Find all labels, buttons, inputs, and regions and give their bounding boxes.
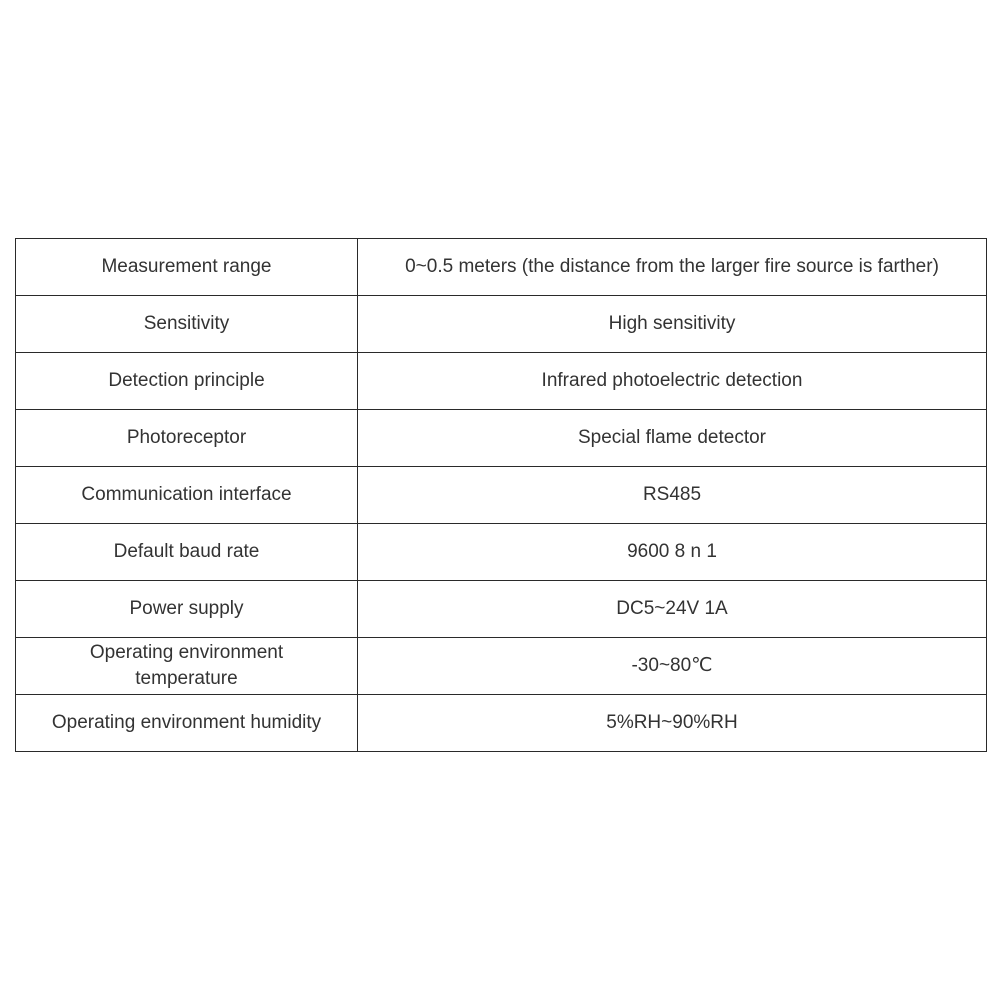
table-row (16, 353, 987, 410)
row-value: Infrared photoelectric detection (358, 353, 987, 410)
row-value: Special flame detector (358, 410, 987, 467)
row-value: 9600 8 n 1 (358, 524, 987, 581)
row-label: Measurement range (16, 239, 358, 296)
row-label: Power supply (16, 581, 358, 638)
row-label: Operating environment temperature (16, 638, 358, 695)
row-label: Detection principle (16, 353, 358, 410)
table-row (16, 524, 987, 581)
row-label: Communication interface (16, 467, 358, 524)
row-label: Sensitivity (16, 296, 358, 353)
table-row (16, 581, 987, 638)
row-label: Default baud rate (16, 524, 358, 581)
row-value: High sensitivity (358, 296, 987, 353)
row-value: 0~0.5 meters (the distance from the larger fire source is farther) (358, 239, 987, 296)
table-row (16, 239, 987, 296)
table-row (16, 410, 987, 467)
spec-table (15, 238, 987, 752)
row-value: DC5~24V 1A (358, 581, 987, 638)
table-row (16, 695, 987, 752)
row-value: -30~80℃ (358, 638, 987, 695)
table-row (16, 296, 987, 353)
row-value: 5%RH~90%RH (358, 695, 987, 752)
table-row (16, 638, 987, 695)
row-value: RS485 (358, 467, 987, 524)
row-label: Photoreceptor (16, 410, 358, 467)
row-label: Operating environment humidity (16, 695, 358, 752)
table-row (16, 467, 987, 524)
